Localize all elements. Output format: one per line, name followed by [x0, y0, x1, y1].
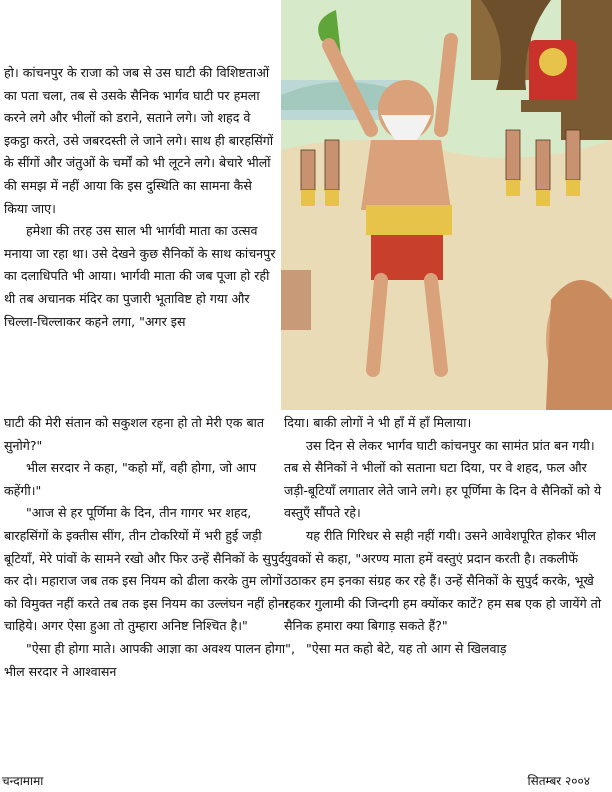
paragraph: घाटी की मेरी संतान को सकुशल रहना हो तो मेरी एक बात सुनोगे?": [4, 415, 265, 453]
paragraph: "ऐसा ही होगा माते। आपकी आज्ञा का अवश्य पालन होगा", भील सरदार ने आश्वासन: [4, 640, 295, 679]
text-column-left-top: [4, 62, 276, 333]
text-column-left-bottom: [4, 412, 296, 683]
paragraph: "ऐसा मत कहो बेटे, यह तो आग से खिलवाड़: [306, 640, 507, 656]
footer-magazine-name: चन्दामामा: [2, 774, 44, 788]
paragraph: "आज से हर पूर्णिमा के दिन, तीन गागर भर शहद, बारहसिंगों के इक्तीस सींग, तीन टोकरियों में भरी हुई जड़ी बूटियाँ, मेरे पांवों के सामने रखो और फिर उन्हें सैनिकों के सुपुर्द कर दो। महाराज जब तक इस नियम को ढीला करके तुम लोगों को विमुक्त नहीं करते तब तक इस नियम का उल्लंघन नहीं होना चाहिये। अगर ऐसा हुआ तो तुम्हारा अनिष्ट निश्चित है।": [4, 505, 289, 634]
paragraph: हमेशा की तरह उस साल भी भार्गवी माता का उत्सव मनाया जा रहा था। उसे देखने कुछ सैनिकों के साथ कांचनपुर का दलाधिपति भी आया। भार्गवी माता की जब पूजा हो रही थी तब अचानक मंदिर का पुजारी भूताविष्ट हो गया और चिल्ला-चिल्लाकर कहने लगा, "अगर इस: [4, 223, 276, 329]
story-illustration: [281, 0, 612, 410]
paragraph: उस दिन से लेकर भार्गव घाटी कांचनपुर का सामंत प्रांत बन गयी। तब से सैनिकों ने भीलों को सताना घटा दिया, पर वे शहद, फल और जड़ी-बूटियाँ लगातार लेते जाने लगे। हर पूर्णिमा के दिन वे सैनिकों को ये वस्तुएँ सौंपते रहे।: [284, 437, 602, 521]
paragraph: भील सरदार ने कहा, "कहो माँ, वही होगा, जो आप कहेंगी।": [4, 460, 257, 498]
paragraph: यह रीति गिरिधर से सही नहीं गयी। उसने आवेशपूरित होकर भील युवकों से कहा, "अरण्य माता हमें वस्तुएं प्रदान करती है। तकलीफें उठाकर हम इनका संग्रह कर रहे हैं। उन्हें सैनिकों के सुपुर्द करके, भूखे रहकर गुलामी की जिन्दगी हम क्योंकर काटें? हम सब एक हो जायेंगे तो सैनिक हमारा क्या बिगाड़ सकते हैं?": [284, 527, 602, 634]
footer-issue-date: सितम्बर २००४: [527, 774, 590, 788]
priest-possessed-dance-icon: [281, 0, 612, 410]
paragraph: हो। कांचनपुर के राजा को जब से उस घाटी की विशिष्टताओं का पता चला, तब से उसके सैनिक भार्गव घाटी पर हमला करने लगे और भीलों को डराने, सताने लगे। जो शहद वे इकट्ठा करते, उसे जबरदस्ती ले जाने लगे। साथ ही बारहसिंगों के सींगों और जंतुओं के चर्मों को भी लूटने लगे। बेचारे भीलों की समझ में नहीं आया कि इस दुस्थिति का सामना कैसे किया जाए।: [4, 65, 274, 216]
paragraph: दिया। बाकी लोगों ने भी हाँ में हाँ मिलाया।: [284, 415, 472, 430]
text-column-right: [284, 412, 608, 661]
